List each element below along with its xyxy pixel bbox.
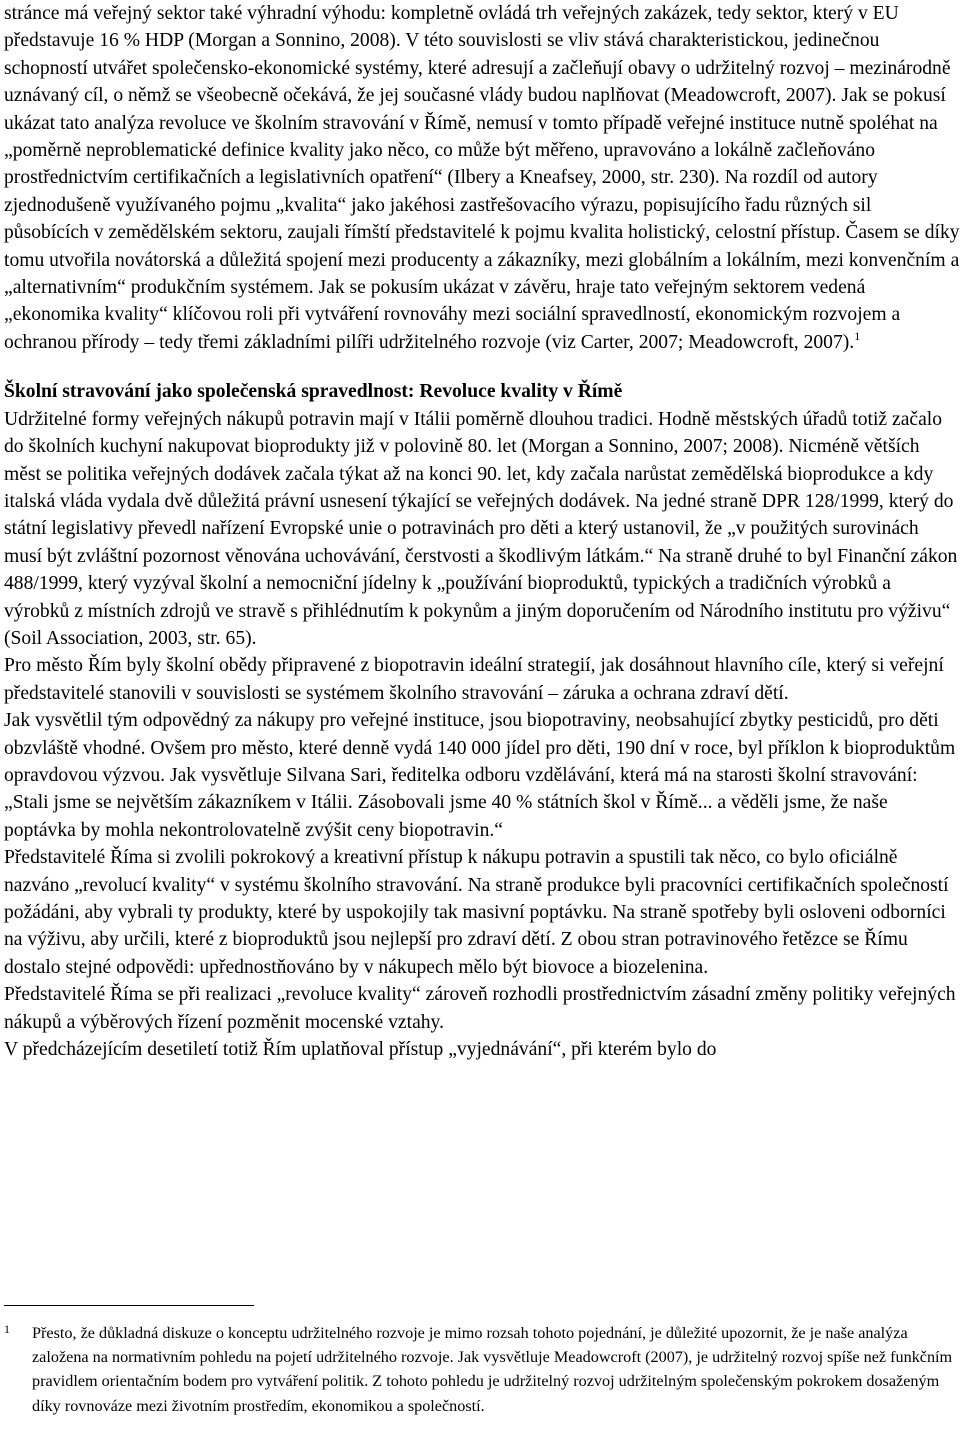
footnote — [4, 1321, 956, 1418]
paragraph-procurement-team: Jak vysvětlil tým odpovědný za nákupy pro veřejné instituce, jsou biopotraviny, neobsahující zbytky pesticidů, pro děti obzvláště vhodné. Ovšem pro město, které denně vydá 140 000 jídel pro děti, 190 dní v roce, byl příklon k bioproduktům opravdovou výzvou. Jak vysvětluje Silvana Sari, ředitelka odboru vzdělávání, která má na starosti školní stravování: — [4, 710, 956, 786]
paragraph-quote-sari: „Stali jsme se největším zákazníkem v Itálii. Zásobovali jsme 40 % státních škol v Římě... a věděli jsme, že naše poptávka by mohla nekontrolovatelně zvýšit ceny biopotravin.“ — [4, 792, 888, 841]
intro-paragraph-text: stránce má veřejný sektor také výhradní výhodu: kompletně ovládá trh veřejných zakázek, tedy sektor, který v EU představuje 16 % HDP (Morgan a Sonnino, 2008). V této souvislosti se vliv stává charakteristickou, jedinečnou schopností utvářet společensko-ekonomické systémy, které adresují a začleňují obavy o udržitelný rozvoj – mezinárodně uznávaný cíl, o němž se všeobecně očekává, že jej současné vlády budou naplňovat (Meadowcroft, 2007). Jak se pokusí ukázat tato analýza revoluce ve školním stravování v Římě, nemusí v tomto případě veřejné instituce nutně spoléhat na „poměrně neproblematické definice kvality jako něco, co může být měřeno, upravováno a lokálně začleňováno prostřednictvím certifikačních a legislativních opatření“ (Ilbery a Kneafsey, 2000, str. 230). Na rozdíl od autory zjednodušeně využívaného pojmu „kvalita“ jako jakéhosi zastřešovacího výrazu, popisujícího řadu různých sil působících v zemědělském sektoru, zaujali římští představitelé k pojmu kvalita holistický, celostní přístup. Časem se díky tomu utvořila novátorská a důležitá spojení mezi producenty a zákazníky, mezi globálním a lokálním, mezi konvenčním a „alternativním“ produkčním systémem. Jak se pokusím ukázat v závěru, hraje tato veřejným sektorem vedená „ekonomika kvality“ klíčovou roli při vytváření rovnováhy mezi sociální spravedlností, ekonomickým rozvojem a ochranou přírody – tedy třemi základními pilíři udržitelného rozvoje (viz Carter, 2007; Meadowcroft, 2007). — [4, 3, 960, 353]
paragraph-public-procurement: Udržitelné formy veřejných nákupů potravin mají v Itálii poměrně dlouhou tradici. Hodně městských úřadů totiž začalo do školních kuchyní nakupovat bioprodukty již v polovině 80. let (Morgan a Sonnino, 2007; 2008). Nicméně větších měst se politika veřejných dodávek začala týkat až na konci 90. let, kdy začala narůstat zemědělská bioprodukce a kdy italská vláda vydala dvě důležitá právní usnesení týkající se veřejných dodávek. Na jedné straně DPR 128/1999, který do státní legislativy převedl nařízení Evropské unie o potravinách pro děti a který ustanovil, že „v použitých surovinách musí být zvláštní pozornost věnována uchovávání, čerstvosti a škodlivým látkám.“ Na straně druhé to byl Finanční zákon 488/1999, který vyzýval školní a nemocniční jídelny k „používání bioproduktů, typických a tradičních výrobků a výrobků z místních zdrojů ve stravě s přihlédnutím k pokynům a jiným doporučením od Národního institutu pro výživu“ (Soil Association, 2003, str. 65). — [4, 408, 958, 649]
paragraph-negotiation: V předcházejícím desetiletí totiž Řím uplatňoval přístup „vyjednávání“, při kterém bylo do — [4, 1039, 717, 1061]
footnote-text: Přesto, že důkladná diskuze o konceptu udržitelného rozvoje je mimo rozsah tohoto pojednání, je důležité upozornit, že je naše analýza založena na normativním pohledu na pojetí udržitelného rozvoje. Jak vysvětluje Meadowcroft (2007), je udržitelný rozvoj spíše než funkčním pravidlem orientačním bodem pro vytváření politik. Z tohoto pohledu je udržitelný rozvoj udržitelným společenským pokrokem dosaženým díky rovnováze mezi životním prostředím, ekonomikou a společností. — [32, 1324, 953, 1415]
paragraph-power-relations: Představitelé Říma se při realizaci „revoluce kvality“ zároveň rozhodli prostřednictvím zásadní změny politiky veřejných nákupů a výběrových řízení pozměnit mocenské vztahy. — [4, 984, 956, 1033]
intro-paragraph — [4, 0, 960, 356]
footnote-mark: 1 — [4, 1322, 10, 1336]
paragraph-rome-strategy: Pro město Řím byly školní obědy připravené z biopotravin ideální strategií, jak dosáhnout hlavního cíle, který si veřejní představitelé stanovili v souvislosti se systémem školního stravování – záruka a ochrana zdraví dětí. — [4, 655, 944, 704]
footnote-reference[interactable]: 1 — [854, 328, 861, 343]
footnote-separator — [4, 1305, 254, 1306]
section-heading: Školní stravování jako společenská spravedlnost: Revoluce kvality v Římě — [4, 381, 623, 403]
paragraph-quality-revolution: Představitelé Říma si zvolili pokrokový a kreativní přístup k nákupu potravin a spustili tak něco, co bylo oficiálně nazváno „revolucí kvality“ v systému školního stravování. Na straně produkce byli pracovníci certifikačních společností požádáni, aby vybrali ty produkty, které by uspokojily tak masivní poptávku. Na straně spotřeby byli osloveni odborníci na výživu, aby určili, které z bioproduktů jsou nejlepší pro zdraví dětí. Z obou stran potravinového řetězce se Římu dostalo stejné odpovědi: upřednostňováno by v nákupech mělo být biovoce a biozelenina. — [4, 847, 949, 978]
